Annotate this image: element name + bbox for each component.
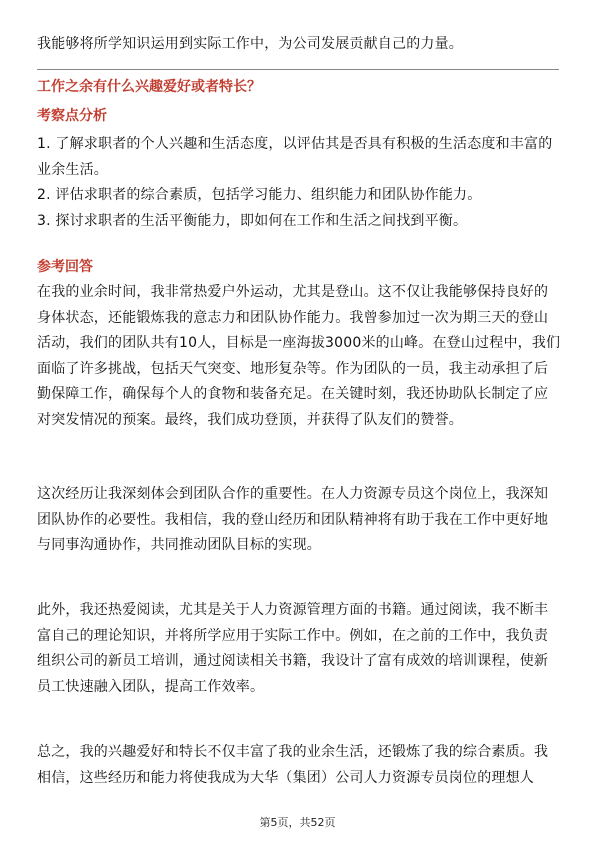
page-footer: 第5页，共52页: [259, 816, 336, 829]
paragraph-line: 此外，我还热爱阅读，尤其是关于人力资源管理方面的书籍。通过阅读，我不断丰: [37, 602, 549, 618]
answer-paragraph-3: [37, 598, 548, 700]
paragraph-line: 面临了许多挑战，包括天气突变、地形复杂等。作为团队的一员，我主动承担了后: [37, 360, 549, 377]
analysis-line: 业余生活。: [37, 161, 108, 178]
paragraph-line: 富自己的理论知识，并将所学应用于实际工作中。例如，在之前的工作中，我负责: [37, 627, 549, 644]
answer-paragraph-2: [37, 482, 548, 559]
paragraph-line: 活动，我们的团队共有10人，目标是一座海拔3000米的山峰。在登山过程中，我们: [37, 335, 561, 352]
answer-paragraph-1: [37, 280, 560, 434]
paragraph-line: 组织公司的新员工培训，通过阅读相关书籍，我设计了富有成效的培训课程，使新: [37, 653, 549, 670]
paragraph-line: 员工快速融入团队，提高工作效率。: [37, 678, 265, 695]
paragraph-line: 与同事沟通协作，共同推动团队目标的实现。: [37, 537, 321, 554]
paragraph-line: 总之，我的兴趣爱好和特长不仅丰富了我的业余生活，还锻炼了我的综合素质。我: [37, 744, 549, 760]
paragraph-line: 在我的业余时间，我非常热爱户外运动，尤其是登山。这不仅让我能够保持良好的: [37, 284, 549, 300]
continued-text-line: 我能够将所学知识运用到实际工作中，为公司发展贡献自己的力量。: [37, 36, 463, 52]
answer-paragraph-4: [37, 740, 548, 791]
paragraph-line: 团队协作的必要性。我相信，我的登山经历和团队精神将有助于我在工作中更好地: [37, 511, 549, 528]
paragraph-line: 对突发情况的预案。最终，我们成功登顶，并获得了队友们的赞誉。: [37, 411, 463, 428]
analysis-list: [37, 132, 552, 234]
analysis-heading: 考察点分析: [37, 108, 107, 124]
question-heading: 工作之余有什么兴趣爱好或者特长？: [37, 79, 261, 95]
paragraph-line: 相信，这些经历和能力将使我成为大华（集团）公司人力资源专员岗位的理想人: [37, 769, 534, 786]
paragraph-line: 身体状态，还能锻炼我的意志力和团队协作能力。我曾参加过一次为期三天的登山: [37, 309, 549, 326]
paragraph-line: 勤保障工作，确保每个人的食物和装备充足。在关键时刻，我还协助队长制定了应: [37, 386, 549, 403]
paragraph-line: 这次经历让我深刻体会到团队合作的重要性。在人力资源专员这个岗位上，我深知: [37, 486, 549, 502]
answer-heading: 参考回答: [37, 259, 93, 275]
analysis-line: 2. 评估求职者的综合素质，包括学习能力、组织能力和团队协作能力。: [37, 187, 482, 204]
section-divider: [37, 69, 559, 70]
analysis-line: 3. 探讨求职者的生活平衡能力，即如何在工作和生活之间找到平衡。: [37, 212, 468, 229]
analysis-line: 1. 了解求职者的个人兴趣和生活态度，以评估其是否具有积极的生活态度和丰富的: [37, 136, 553, 152]
